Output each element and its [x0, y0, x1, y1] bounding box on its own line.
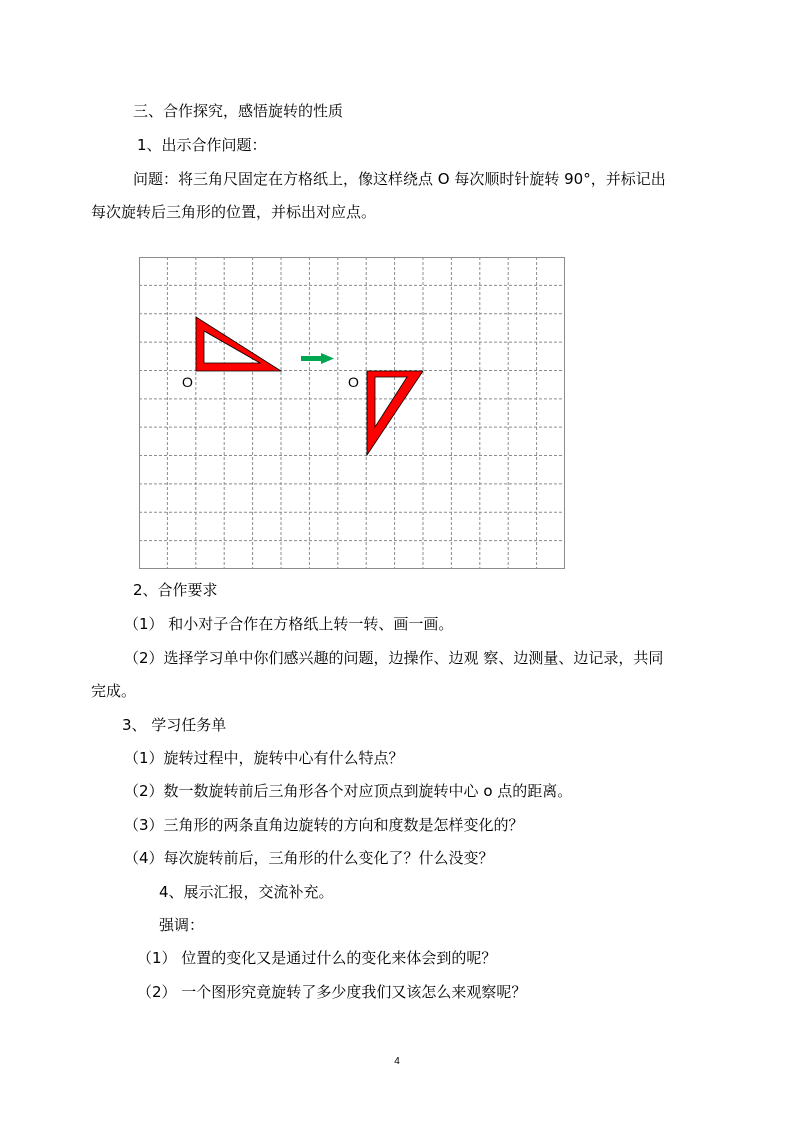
problem-line-1: 问题：将三角尺固定在方格纸上，像这样绕点 O 每次顺时针旋转 90°，并标记出 — [133, 170, 666, 188]
emphasis-label: 强调： — [159, 916, 205, 934]
requirement-2-line-1: （2）选择学习单中你们感兴趣的问题，边操作、边观 察、边测量、边记录，共同 — [124, 649, 664, 667]
item-2-title: 2、合作要求 — [133, 581, 218, 599]
task-question-4: （4）每次旋转前后，三角形的什么变化了？什么没变？ — [124, 849, 494, 867]
item-1-title: 1、出示合作问题： — [137, 136, 267, 154]
square-grid — [139, 257, 565, 569]
rotation-arrow-icon — [301, 353, 334, 364]
page-number: 4 — [394, 1056, 400, 1067]
task-question-3: （3）三角形的两条直角边旋转的方向和度数是怎样变化的？ — [124, 816, 524, 834]
grid-figure-svg — [139, 257, 565, 569]
triangle-original — [196, 317, 281, 371]
task-question-1: （1）旋转过程中，旋转中心有什么特点？ — [124, 749, 404, 767]
item-4-title: 4、展示汇报，交流补充。 — [159, 883, 334, 901]
item-3-title: 3、 学习任务单 — [122, 716, 227, 734]
point-o-label-left: O — [182, 374, 193, 390]
point-o-label-right: O — [348, 374, 359, 390]
rotation-figure — [139, 257, 565, 569]
requirement-2-line-2: 完成。 — [91, 682, 137, 700]
problem-line-2: 每次旋转后三角形的位置，并标出对应点。 — [91, 203, 377, 221]
requirement-1: （1） 和小对子合作在方格纸上转一转、画一画。 — [124, 615, 454, 633]
task-question-2: （2）数一数旋转前后三角形各个对应顶点到旋转中心 o 点的距离。 — [124, 782, 573, 800]
section-heading: 三、合作探究，感悟旋转的性质 — [133, 102, 344, 120]
emphasis-point-1: （1） 位置的变化又是通过什么的变化来体会到的呢？ — [137, 949, 497, 967]
emphasis-point-2: （2） 一个图形究竟旋转了多少度我们又该怎么来观察呢？ — [137, 983, 527, 1001]
